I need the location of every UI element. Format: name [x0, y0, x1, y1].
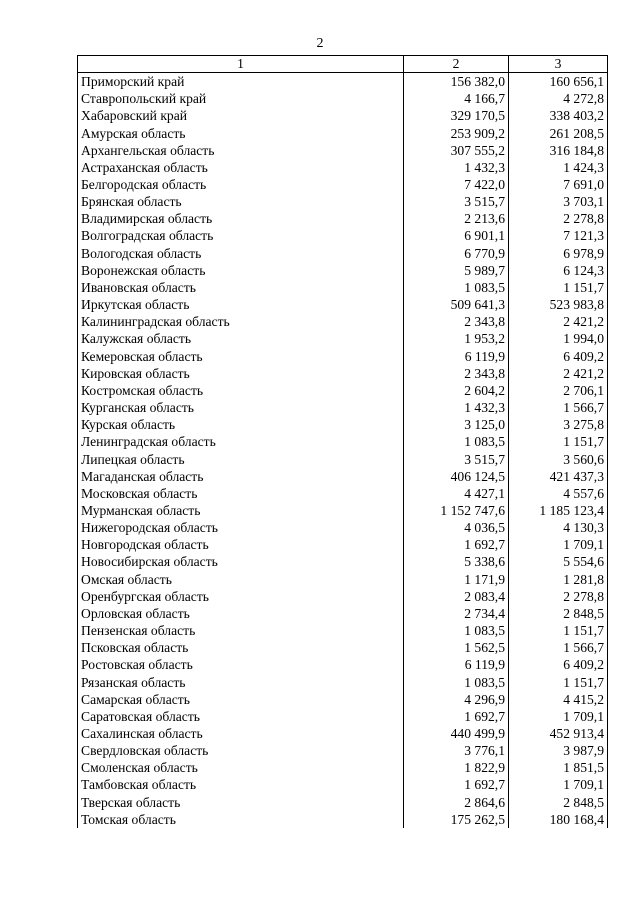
table-row [78, 622, 608, 639]
value-cell-col3: 421 437,3 [509, 468, 608, 485]
value-cell-col2: 2 864,6 [404, 794, 509, 811]
region-name-cell: Рязанская область [78, 673, 404, 690]
value-cell-col2: 6 901,1 [404, 227, 509, 244]
region-name-cell: Липецкая область [78, 450, 404, 467]
region-name-cell: Ставропольский край [78, 90, 404, 107]
table-row [78, 365, 608, 382]
value-cell-col2: 6 119,9 [404, 656, 509, 673]
table-row [78, 313, 608, 330]
region-name-cell: Иркутская область [78, 296, 404, 313]
value-cell-col2: 3 515,7 [404, 450, 509, 467]
value-cell-col3: 1 424,3 [509, 159, 608, 176]
value-cell-col3: 6 124,3 [509, 262, 608, 279]
region-name-cell: Тамбовская область [78, 776, 404, 793]
table-header [78, 56, 608, 73]
table-row [78, 536, 608, 553]
region-name-cell: Новгородская область [78, 536, 404, 553]
table-row [78, 262, 608, 279]
table-row [78, 708, 608, 725]
value-cell-col3: 261 208,5 [509, 124, 608, 141]
region-name-cell: Московская область [78, 485, 404, 502]
value-cell-col3: 4 415,2 [509, 691, 608, 708]
table-row [78, 485, 608, 502]
value-cell-col3: 3 703,1 [509, 193, 608, 210]
value-cell-col2: 1 171,9 [404, 571, 509, 588]
table-row [78, 742, 608, 759]
header-cell-value-1: 2 [404, 56, 509, 73]
value-cell-col2: 1 083,5 [404, 622, 509, 639]
table-row [78, 176, 608, 193]
value-cell-col3: 1 185 123,4 [509, 502, 608, 519]
value-cell-col3: 2 848,5 [509, 794, 608, 811]
value-cell-col3: 6 409,2 [509, 656, 608, 673]
value-cell-col3: 3 275,8 [509, 416, 608, 433]
value-cell-col2: 2 343,8 [404, 365, 509, 382]
value-cell-col3: 2 278,8 [509, 210, 608, 227]
table-row [78, 468, 608, 485]
table-row [78, 691, 608, 708]
region-name-cell: Ленинградская область [78, 433, 404, 450]
value-cell-col2: 329 170,5 [404, 107, 509, 124]
table-row [78, 673, 608, 690]
value-cell-col3: 1 151,7 [509, 433, 608, 450]
region-name-cell: Сахалинская область [78, 725, 404, 742]
value-cell-col3: 7 121,3 [509, 227, 608, 244]
value-cell-col3: 2 278,8 [509, 588, 608, 605]
value-cell-col2: 1 083,5 [404, 433, 509, 450]
value-cell-col3: 2 848,5 [509, 605, 608, 622]
value-cell-col2: 440 499,9 [404, 725, 509, 742]
value-cell-col2: 1 692,7 [404, 708, 509, 725]
table-row [78, 433, 608, 450]
value-cell-col2: 6 119,9 [404, 348, 509, 365]
value-cell-col2: 4 166,7 [404, 90, 509, 107]
value-cell-col3: 1 709,1 [509, 776, 608, 793]
value-cell-col2: 3 515,7 [404, 193, 509, 210]
table-row [78, 159, 608, 176]
region-name-cell: Астраханская область [78, 159, 404, 176]
region-name-cell: Мурманская область [78, 502, 404, 519]
value-cell-col3: 1 709,1 [509, 708, 608, 725]
table-row [78, 296, 608, 313]
region-name-cell: Самарская область [78, 691, 404, 708]
region-name-cell: Приморский край [78, 73, 404, 91]
value-cell-col3: 7 691,0 [509, 176, 608, 193]
header-cell-region: 1 [78, 56, 404, 73]
region-name-cell: Кемеровская область [78, 348, 404, 365]
value-cell-col3: 4 557,6 [509, 485, 608, 502]
value-cell-col2: 2 604,2 [404, 382, 509, 399]
value-cell-col2: 1 432,3 [404, 159, 509, 176]
value-cell-col2: 5 989,7 [404, 262, 509, 279]
region-name-cell: Тверская область [78, 794, 404, 811]
value-cell-col3: 180 168,4 [509, 811, 608, 828]
value-cell-col3: 1 151,7 [509, 673, 608, 690]
value-cell-col3: 2 421,2 [509, 365, 608, 382]
region-name-cell: Пензенская область [78, 622, 404, 639]
region-name-cell: Саратовская область [78, 708, 404, 725]
value-cell-col3: 1 566,7 [509, 639, 608, 656]
value-cell-col3: 160 656,1 [509, 73, 608, 91]
value-cell-col3: 6 409,2 [509, 348, 608, 365]
region-name-cell: Ростовская область [78, 656, 404, 673]
value-cell-col3: 1 281,8 [509, 571, 608, 588]
region-name-cell: Нижегородская область [78, 519, 404, 536]
table-row [78, 107, 608, 124]
region-name-cell: Свердловская область [78, 742, 404, 759]
value-cell-col2: 5 338,6 [404, 553, 509, 570]
table-row [78, 656, 608, 673]
value-cell-col3: 452 913,4 [509, 725, 608, 742]
value-cell-col2: 253 909,2 [404, 124, 509, 141]
table-row [78, 639, 608, 656]
value-cell-col2: 1 953,2 [404, 330, 509, 347]
table-row [78, 416, 608, 433]
table-row [78, 811, 608, 828]
table-row [78, 73, 608, 91]
region-name-cell: Хабаровский край [78, 107, 404, 124]
region-name-cell: Вологодская область [78, 245, 404, 262]
table-row [78, 245, 608, 262]
value-cell-col2: 7 422,0 [404, 176, 509, 193]
table-row [78, 725, 608, 742]
value-cell-col3: 1 151,7 [509, 622, 608, 639]
value-cell-col2: 509 641,3 [404, 296, 509, 313]
region-name-cell: Магаданская область [78, 468, 404, 485]
value-cell-col3: 338 403,2 [509, 107, 608, 124]
data-table [77, 55, 608, 828]
value-cell-col2: 3 776,1 [404, 742, 509, 759]
value-cell-col2: 406 124,5 [404, 468, 509, 485]
value-cell-col3: 1 151,7 [509, 279, 608, 296]
region-name-cell: Орловская область [78, 605, 404, 622]
region-name-cell: Амурская область [78, 124, 404, 141]
table-row [78, 776, 608, 793]
table-row [78, 759, 608, 776]
region-name-cell: Омская область [78, 571, 404, 588]
value-cell-col3: 6 978,9 [509, 245, 608, 262]
region-name-cell: Смоленская область [78, 759, 404, 776]
table-row [78, 279, 608, 296]
value-cell-col3: 5 554,6 [509, 553, 608, 570]
value-cell-col2: 2 343,8 [404, 313, 509, 330]
table-row [78, 571, 608, 588]
value-cell-col2: 307 555,2 [404, 142, 509, 159]
region-name-cell: Ивановская область [78, 279, 404, 296]
value-cell-col2: 1 083,5 [404, 673, 509, 690]
table-row [78, 348, 608, 365]
value-cell-col2: 4 427,1 [404, 485, 509, 502]
value-cell-col3: 1 851,5 [509, 759, 608, 776]
table-row [78, 382, 608, 399]
table-row [78, 399, 608, 416]
region-name-cell: Псковская область [78, 639, 404, 656]
value-cell-col2: 156 382,0 [404, 73, 509, 91]
value-cell-col2: 2 083,4 [404, 588, 509, 605]
value-cell-col3: 1 566,7 [509, 399, 608, 416]
value-cell-col3: 3 560,6 [509, 450, 608, 467]
value-cell-col2: 2 213,6 [404, 210, 509, 227]
value-cell-col3: 4 130,3 [509, 519, 608, 536]
value-cell-col2: 175 262,5 [404, 811, 509, 828]
region-name-cell: Курганская область [78, 399, 404, 416]
page-number: 2 [316, 36, 324, 51]
table-row [78, 519, 608, 536]
table-row [78, 794, 608, 811]
region-name-cell: Воронежская область [78, 262, 404, 279]
region-name-cell: Кировская область [78, 365, 404, 382]
value-cell-col2: 4 036,5 [404, 519, 509, 536]
table-row [78, 227, 608, 244]
value-cell-col3: 4 272,8 [509, 90, 608, 107]
region-name-cell: Белгородская область [78, 176, 404, 193]
table-row [78, 142, 608, 159]
region-name-cell: Новосибирская область [78, 553, 404, 570]
value-cell-col2: 6 770,9 [404, 245, 509, 262]
region-name-cell: Архангельская область [78, 142, 404, 159]
value-cell-col2: 3 125,0 [404, 416, 509, 433]
region-name-cell: Томская область [78, 811, 404, 828]
header-row [78, 56, 608, 73]
region-name-cell: Калининградская область [78, 313, 404, 330]
value-cell-col2: 1 152 747,6 [404, 502, 509, 519]
table-row [78, 605, 608, 622]
region-name-cell: Оренбургская область [78, 588, 404, 605]
region-name-cell: Курская область [78, 416, 404, 433]
value-cell-col3: 3 987,9 [509, 742, 608, 759]
value-cell-col2: 1 692,7 [404, 536, 509, 553]
table-body [78, 73, 608, 828]
value-cell-col2: 4 296,9 [404, 691, 509, 708]
table-row [78, 90, 608, 107]
value-cell-col3: 2 421,2 [509, 313, 608, 330]
table-row [78, 210, 608, 227]
value-cell-col2: 1 822,9 [404, 759, 509, 776]
value-cell-col3: 316 184,8 [509, 142, 608, 159]
table-row [78, 553, 608, 570]
table-row [78, 124, 608, 141]
value-cell-col2: 1 083,5 [404, 279, 509, 296]
table-row [78, 502, 608, 519]
region-name-cell: Калужская область [78, 330, 404, 347]
value-cell-col2: 1 432,3 [404, 399, 509, 416]
value-cell-col3: 523 983,8 [509, 296, 608, 313]
region-name-cell: Владимирская область [78, 210, 404, 227]
header-cell-value-2: 3 [509, 56, 608, 73]
value-cell-col2: 2 734,4 [404, 605, 509, 622]
table-row [78, 450, 608, 467]
value-cell-col3: 1 994,0 [509, 330, 608, 347]
value-cell-col2: 1 692,7 [404, 776, 509, 793]
value-cell-col3: 2 706,1 [509, 382, 608, 399]
value-cell-col3: 1 709,1 [509, 536, 608, 553]
region-name-cell: Брянская область [78, 193, 404, 210]
table-row [78, 330, 608, 347]
table-row [78, 193, 608, 210]
region-name-cell: Костромская область [78, 382, 404, 399]
region-name-cell: Волгоградская область [78, 227, 404, 244]
value-cell-col2: 1 562,5 [404, 639, 509, 656]
table-row [78, 588, 608, 605]
